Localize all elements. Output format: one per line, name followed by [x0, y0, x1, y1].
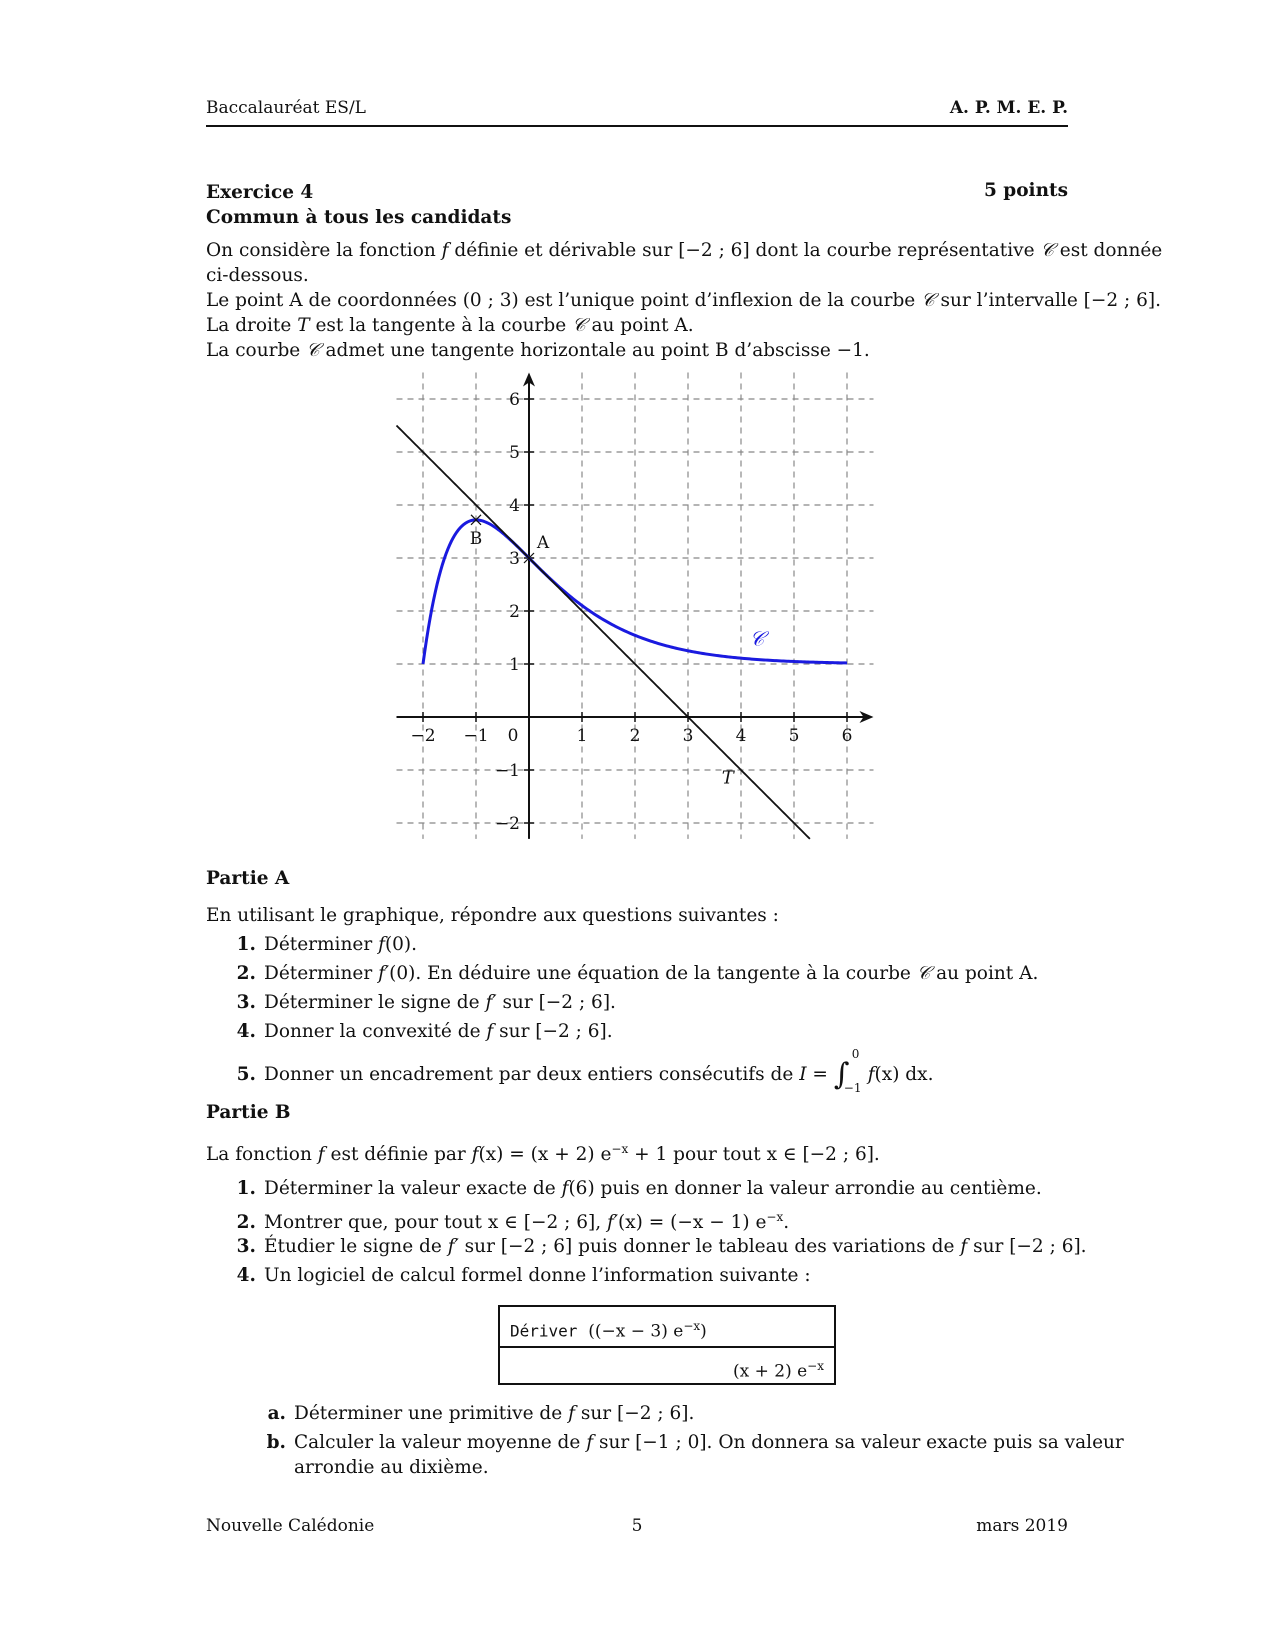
partB-question-4a: a. Déterminer une primitive de f sur [−2 ; 6].: [267, 1403, 695, 1424]
partA-question-1: 1. Déterminer f(0).: [236, 934, 418, 955]
y-tick-label: −2: [494, 814, 520, 834]
y-tick-label: 6: [509, 390, 520, 410]
x-tick-label: 1: [576, 726, 588, 746]
intro-line-5: La courbe 𝒞 admet une tangente horizontale au point B d’abscisse −1.: [206, 340, 870, 361]
footer-left: Nouvelle Calédonie: [206, 1516, 375, 1536]
intro-line-4: La droite T est la tangente à la courbe 𝒞 au point A.: [206, 315, 694, 336]
footer-right: mars 2019: [976, 1516, 1068, 1536]
partB-question-4b: b. Calculer la valeur moyenne de f sur [−1 ; 0]. On donnera sa valeur exacte puis sa valeur: [266, 1432, 1124, 1453]
partB-question-3: 3. Étudier le signe de f′ sur [−2 ; 6] puis donner le tableau des variations de f sur [−2 ; 6].: [236, 1236, 1087, 1257]
exercise-subtitle: Commun à tous les candidats: [206, 207, 512, 228]
partB-question-2: 2. Montrer que, pour tout x ∈ [−2 ; 6], f′(x) = (−x − 1) $e^{-x}$.: [236, 1210, 790, 1234]
exercise-points: 5 points: [983, 180, 1068, 201]
cas-command-row: Dériver ((−x − 3) $e^{-x}$): [500, 1307, 834, 1348]
y-tick-label: 5: [509, 443, 520, 463]
intro-line-3: Le point A de coordonnées (0 ; 3) est l’unique point d’inflexion de la courbe 𝒞 sur l’intervalle [−2 ; 6].: [206, 290, 1162, 311]
intro-line-2: ci-dessous.: [206, 265, 309, 286]
partA-question-4: 4. Donner la convexité de f sur [−2 ; 6].: [236, 1021, 613, 1042]
series-tangent-T: [397, 426, 810, 839]
y-tick-label: 2: [509, 602, 520, 622]
integral-sign: ∫ 0 −1: [833, 1047, 862, 1095]
partA-intro: En utilisant le graphique, répondre aux questions suivantes :: [206, 905, 779, 926]
x-tick-label: 4: [735, 726, 747, 746]
x-tick-label: 6: [841, 726, 853, 746]
partB-question-4b-cont: arrondie au dixième.: [294, 1457, 489, 1478]
partB-title: Partie B: [206, 1102, 291, 1123]
cas-table: [498, 1305, 836, 1385]
y-tick-label: 1: [509, 655, 520, 675]
header-right: A. P. M. E. P.: [949, 98, 1068, 118]
cas-result-row: (x + 2) $e^{-x}$: [732, 1359, 824, 1382]
x-tick-label: 3: [682, 726, 694, 746]
x-tick-label: −1: [463, 726, 489, 746]
tangent-label-T: T: [721, 767, 734, 789]
partB-question-1: 1. Déterminer la valeur exacte de f(6) puis en donner la valeur arrondie au centième.: [236, 1178, 1042, 1199]
point-label-B: B: [469, 528, 483, 549]
y-tick-label: −1: [494, 761, 520, 781]
partB-question-4: 4. Un logiciel de calcul formel donne l’information suivante :: [236, 1265, 811, 1286]
intro-line-1: On considère la fonction f définie et dérivable sur [−2 ; 6] dont la courbe représentative 𝒞 est donnée: [206, 240, 1163, 261]
x-tick-label: 5: [788, 726, 800, 746]
y-tick-label: 3: [509, 549, 520, 569]
partA-question-5: 5. Donner un encadrement par deux entiers consécutifs de I = ∫ 0 −1 f(x) dx.: [236, 1047, 934, 1095]
footer-page-number: 5: [631, 1516, 643, 1536]
exercise-title: Exercice 4: [206, 182, 314, 203]
partA-title: Partie A: [206, 868, 290, 889]
x-tick-label: 2: [629, 726, 641, 746]
curve-label-C: 𝒞: [749, 626, 765, 651]
partA-question-2: 2. Déterminer f′(0). En déduire une équation de la tangente à la courbe 𝒞 au point A.: [236, 963, 1039, 984]
y-tick-label: 4: [509, 496, 520, 516]
partA-question-3: 3. Déterminer le signe de f′ sur [−2 ; 6].: [236, 992, 616, 1013]
point-label-A: A: [536, 533, 550, 553]
origin-label: 0: [507, 726, 519, 746]
partB-intro: La fonction f est définie par f(x) = (x + 2) $e^{-x} + 1$ pour tout x ∈ [−2 ; 6].: [206, 1142, 880, 1166]
header-left: Baccalauréat ES/L: [206, 98, 366, 118]
x-tick-label: −2: [410, 726, 436, 746]
